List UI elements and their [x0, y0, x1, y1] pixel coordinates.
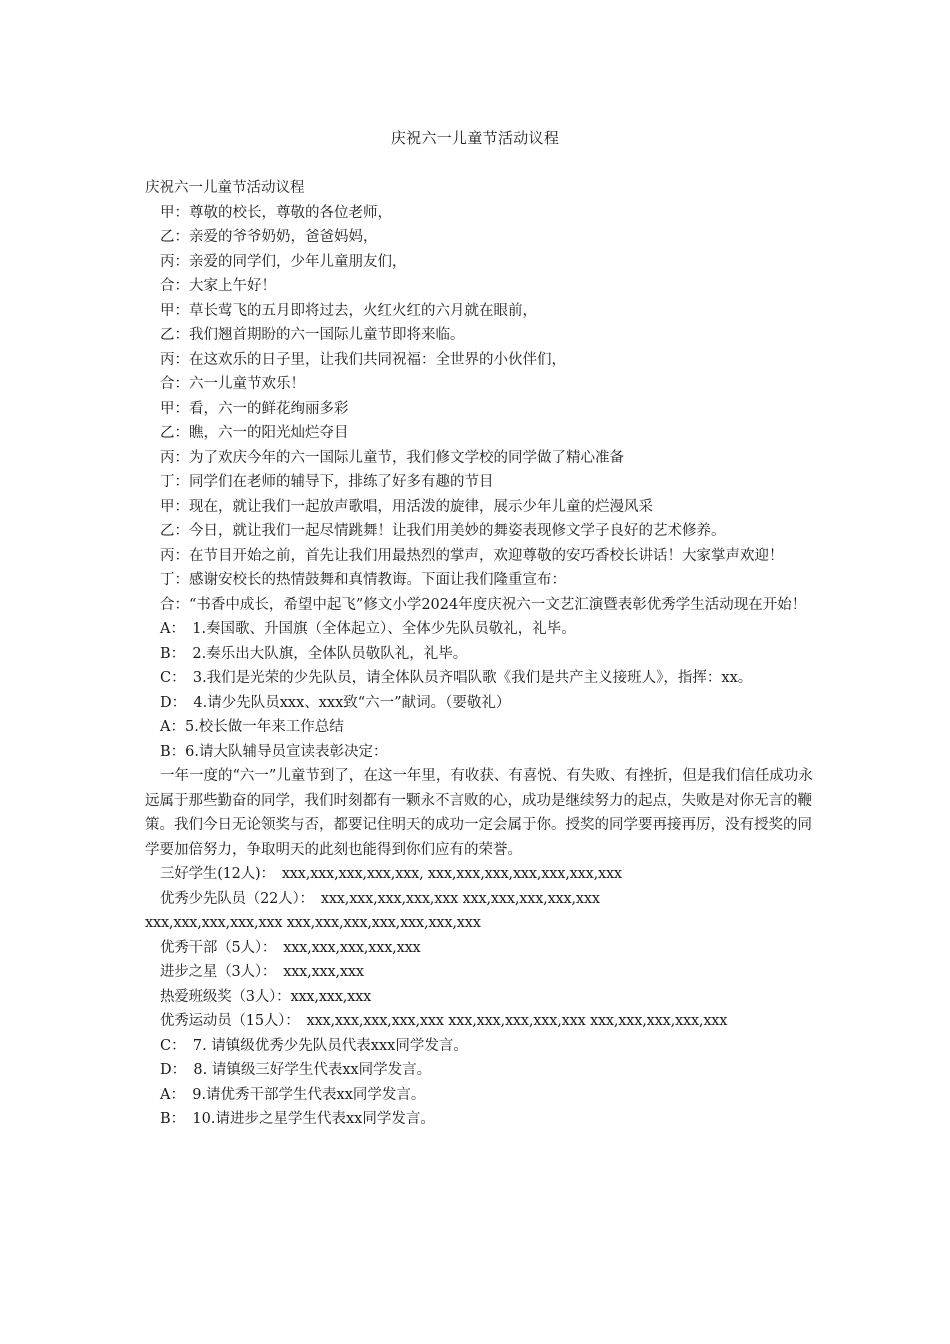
agenda-item: A：5.校长做一年来工作总结	[160, 719, 344, 735]
script-line: 丙：在这欢乐的日子里，让我们共同祝福：全世界的小伙伴们，	[160, 351, 566, 368]
script-line: 甲：现在，就让我们一起放声歌唱，用活泼的旋律，展示少年儿童的烂漫风采	[160, 498, 653, 515]
agenda-item: C： 3.我们是光荣的少先队员，请全体队员齐唱队歌《我们是共产主义接班人》，指挥：xx。	[160, 670, 753, 686]
award-reai: 热爱班级奖（3人）：xxx,xxx,xxx	[160, 988, 372, 1005]
award-jinbu: 进步之星（3人）： xxx,xxx,xxx	[160, 964, 364, 980]
award-ganbu: 优秀干部（5人）： xxx,xxx,xxx,xxx,xxx	[160, 939, 421, 956]
script-line-announce: 丁：感谢安校长的热情鼓舞和真情教诲。下面让我们隆重宣布：	[160, 572, 566, 588]
script-line: 甲：尊敬的校长，尊敬的各位老师，	[160, 204, 392, 221]
script-line: 乙：亲爱的爷爷奶奶，爸爸妈妈，	[160, 229, 378, 245]
script-line: 乙：瞧，六一的阳光灿烂夺目	[160, 425, 349, 441]
award-youxiu-duiyuan-cont: xxx,xxx,xxx,xxx,xxx xxx,xxx,xxx,xxx,xxx,xxx,xxx	[145, 915, 481, 931]
award-sanhao: 三好学生(12人)： xxx,xxx,xxx,xxx,xxx, xxx,xxx,xxx,xxx,xxx,xxx,xxx	[160, 866, 622, 882]
closing-item: D： 8. 请镇级三好学生代表xx同学发言。	[160, 1062, 432, 1078]
closing-item: B： 10.请进步之星学生代表xx同学发言。	[160, 1111, 435, 1127]
document-title: 庆祝六一儿童节活动议程	[390, 129, 560, 147]
document-body	[145, 176, 815, 1132]
script-line-speech: 丙：在节目开始之前，首先让我们用最热烈的掌声，欢迎尊敬的安巧香校长讲话！大家掌声欢迎！	[160, 547, 784, 564]
closing-item: A： 9.请优秀干部学生代表xx同学发言。	[160, 1086, 426, 1103]
script-line-opening: 合：“书香中成长，希望中起飞”修文小学2024年度庆祝六一文艺汇演暨表彰优秀学生活动现在开始！	[160, 596, 807, 613]
script-line: 丁：同学们在老师的辅导下，排练了好多有趣的节目	[160, 474, 494, 490]
script-line: 甲：草长莺飞的五月即将过去，火红火红的六月就在眼前，	[160, 302, 537, 319]
agenda-item: B：6.请大队辅导员宣读表彰决定：	[160, 743, 388, 760]
agenda-item: A： 1.奏国歌、升国旗（全体起立）、全体少先队员敬礼，礼毕。	[160, 621, 576, 637]
award-youxiu-duiyuan: 优秀少先队员（22人）： xxx,xxx,xxx,xxx,xxx xxx,xxx,xxx,xxx,xxx	[160, 890, 600, 907]
document-subtitle: 庆祝六一儿童节活动议程	[145, 180, 305, 196]
agenda-item: D： 4.请少先队员xxx、xxx致“六一”献词。（要敬礼）	[160, 694, 511, 711]
script-line: 丙：亲爱的同学们，少年儿童朋友们，	[160, 253, 407, 270]
script-line: 丙：为了欢庆今年的六一国际儿童节，我们修文学校的同学做了精心准备	[160, 449, 624, 466]
script-line: 甲：看，六一的鲜花绚丽多彩	[160, 400, 349, 417]
script-line: 乙：我们翘首期盼的六一国际儿童节即将来临。	[160, 327, 465, 343]
award-yundong: 优秀运动员（15人）： xxx,xxx,xxx,xxx,xxx xxx,xxx,xxx,xxx,xxx xxx,xxx,xxx,xxx,xxx	[160, 1013, 728, 1029]
script-line: 合：六一儿童节欢乐！	[160, 376, 305, 392]
script-line: 合：大家上午好！	[160, 278, 276, 294]
decision-paragraph: 一年一度的“六一”儿童节到了，在这一年里，有收获、有喜悦、有失败、有挫折，但是我们信任成功永远属于那些勤奋的同学，我们时刻都有一颗永不言败的心，成功是继续努力的起点，失败是对你无言的鞭策。我们今日无论领奖与否，都要记住明天的成功一定会属于你。授奖的同学要再接再厉，没有授奖的同学要加倍努力，争取明天的此刻也能得到你们应有的荣誉。	[145, 768, 813, 858]
script-line: 乙：今日，就让我们一起尽情跳舞！让我们用美妙的舞姿表现修文学子良好的艺术修养。	[160, 523, 726, 539]
agenda-item: B： 2.奏乐出大队旗，全体队员敬队礼，礼毕。	[160, 645, 468, 662]
closing-item: C： 7. 请镇级优秀少先队员代表xxx同学发言。	[160, 1037, 468, 1054]
